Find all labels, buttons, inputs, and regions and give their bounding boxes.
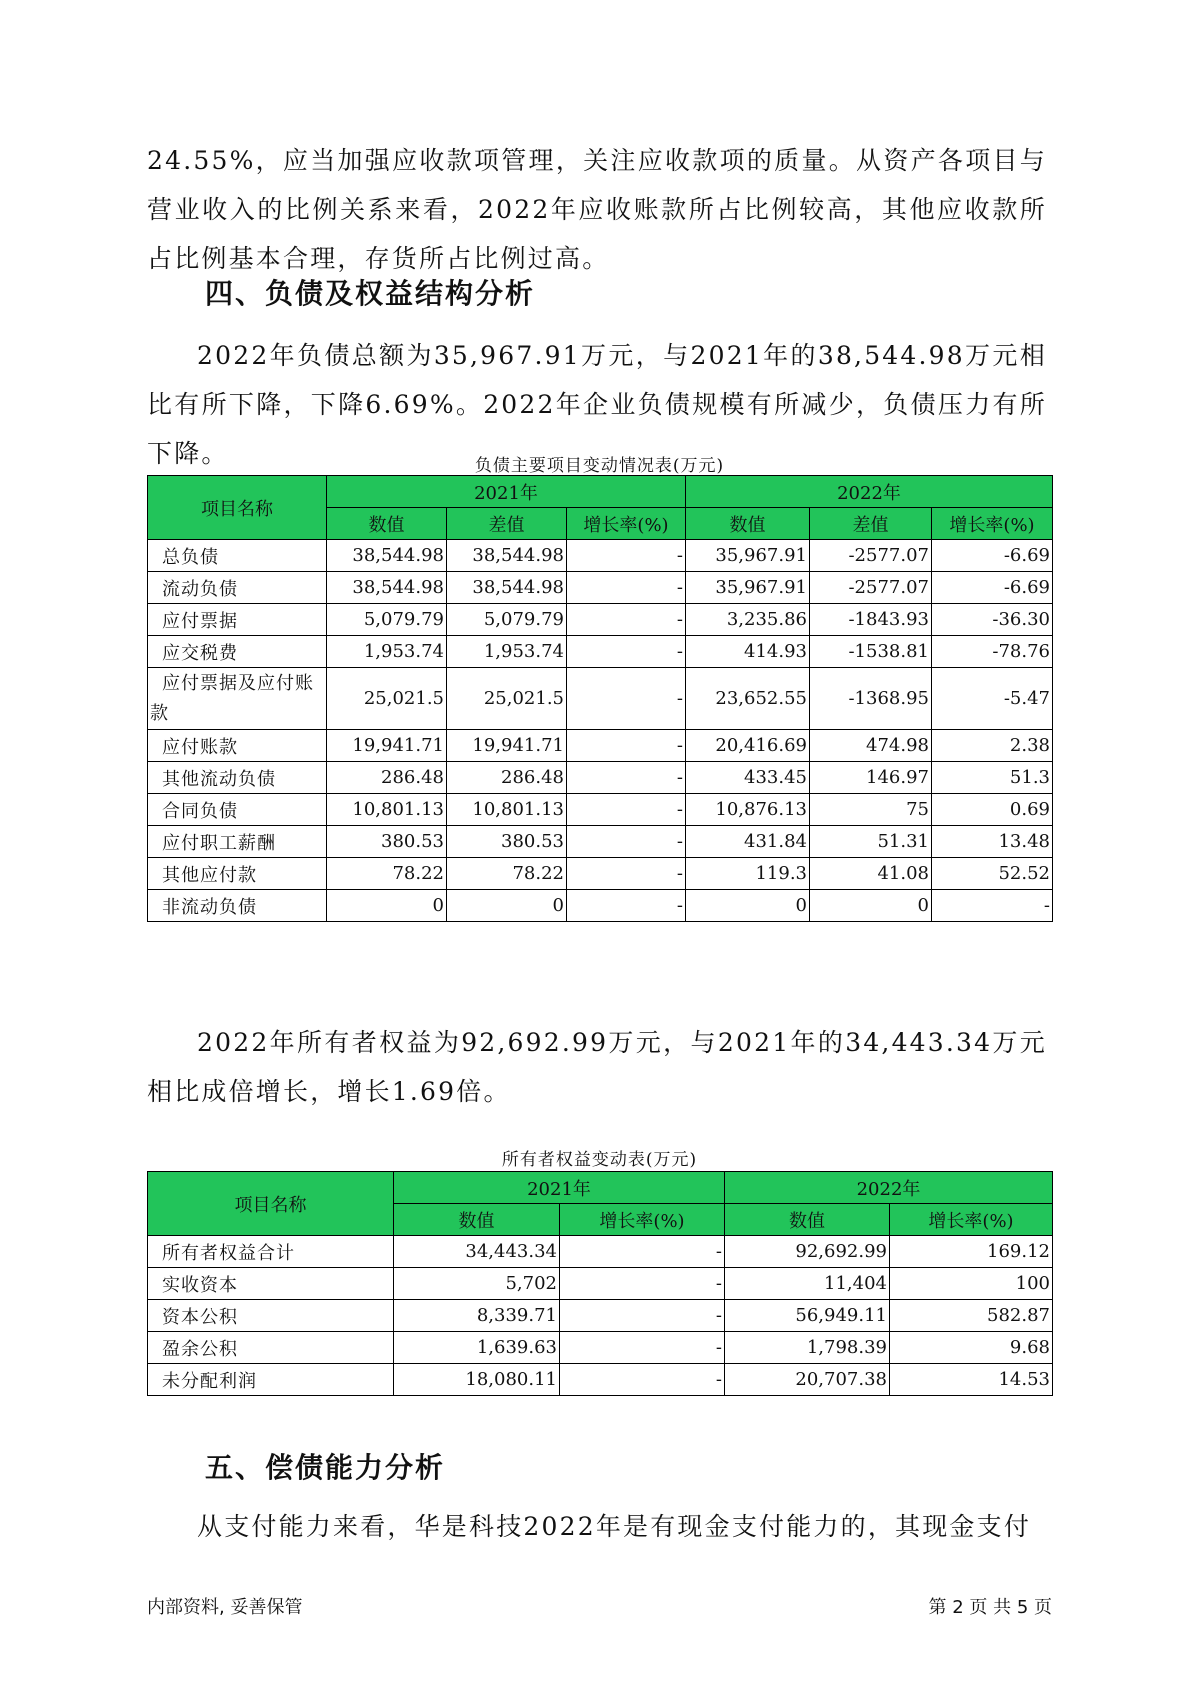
cell: 286.48 xyxy=(447,762,567,794)
subheader-rate: 增长率(%) xyxy=(890,1204,1053,1236)
cell: 10,801.13 xyxy=(447,794,567,826)
cell: 431.84 xyxy=(686,826,810,858)
col-header-2021: 2021年 xyxy=(394,1172,725,1204)
equity-table xyxy=(147,1171,1053,1396)
table1-caption: 负债主要项目变动情况表(万元) xyxy=(474,456,725,476)
cell: 41.08 xyxy=(810,858,932,890)
equity-paragraph: 2022年所有者权益为92,692.99万元，与2021年的34,443.34万元相比成倍增长，增长1.69倍。 xyxy=(147,1028,1047,1106)
cell: 20,707.38 xyxy=(725,1364,890,1396)
cell: - xyxy=(567,730,686,762)
cell: - xyxy=(567,890,686,922)
row-label: 应付职工薪酬 xyxy=(148,826,327,858)
cell: 2.38 xyxy=(932,730,1053,762)
col-header-item: 项目名称 xyxy=(148,1172,394,1236)
cell: -1538.81 xyxy=(810,636,932,668)
cell: - xyxy=(560,1236,725,1268)
cell: 582.87 xyxy=(890,1300,1053,1332)
cell: 1,798.39 xyxy=(725,1332,890,1364)
cell: 19,941.71 xyxy=(447,730,567,762)
cell: - xyxy=(567,762,686,794)
cell: 35,967.91 xyxy=(686,540,810,572)
cell: - xyxy=(567,572,686,604)
cell: 1,639.63 xyxy=(394,1332,560,1364)
table-row xyxy=(148,762,1053,794)
cell: 18,080.11 xyxy=(394,1364,560,1396)
cell: 38,544.98 xyxy=(447,572,567,604)
cell: 38,544.98 xyxy=(327,572,447,604)
cell: - xyxy=(567,636,686,668)
cell: 10,801.13 xyxy=(327,794,447,826)
cell: 25,021.5 xyxy=(327,668,447,730)
footer-confidential-note: 内部资料, 妥善保管 xyxy=(147,1597,303,1618)
table-row xyxy=(148,572,1053,604)
cell: -1368.95 xyxy=(810,668,932,730)
cell: 52.52 xyxy=(932,858,1053,890)
cell: 19,941.71 xyxy=(327,730,447,762)
table-row xyxy=(148,540,1053,572)
cell: - xyxy=(567,858,686,890)
row-label: 其他应付款 xyxy=(148,858,327,890)
row-label: 合同负债 xyxy=(148,794,327,826)
cell: 25,021.5 xyxy=(447,668,567,730)
cell: 78.22 xyxy=(327,858,447,890)
cell: 51.31 xyxy=(810,826,932,858)
table-row xyxy=(148,636,1053,668)
cell: -5.47 xyxy=(932,668,1053,730)
cell: 119.3 xyxy=(686,858,810,890)
cell: 56,949.11 xyxy=(725,1300,890,1332)
subheader-diff: 差值 xyxy=(810,508,932,540)
col-header-2021: 2021年 xyxy=(327,476,686,508)
table-row xyxy=(148,794,1053,826)
subheader-value: 数值 xyxy=(327,508,447,540)
row-label: 应付票据及应付账款 xyxy=(148,668,327,730)
cell: 1,953.74 xyxy=(327,636,447,668)
subheader-value: 数值 xyxy=(686,508,810,540)
cell: 51.3 xyxy=(932,762,1053,794)
cell: 100 xyxy=(890,1268,1053,1300)
debt-paragraph: 2022年负债总额为35,967.91万元，与2021年的38,544.98万元相比有所下降，下降6.69%。2022年企业负债规模有所减少，负债压力有所下降。 xyxy=(147,341,1047,468)
cell: 20,416.69 xyxy=(686,730,810,762)
section-heading-5: 五、偿债能力分析 xyxy=(205,1451,446,1484)
table-row xyxy=(148,604,1053,636)
cell: 11,404 xyxy=(725,1268,890,1300)
cell: -78.76 xyxy=(932,636,1053,668)
cell: - xyxy=(560,1268,725,1300)
row-label: 应交税费 xyxy=(148,636,327,668)
row-label: 流动负债 xyxy=(148,572,327,604)
solvency-paragraph: 从支付能力来看，华是科技2022年是有现金支付能力的，其现金支付 xyxy=(197,1512,1032,1541)
cell: - xyxy=(567,604,686,636)
cell: 1,953.74 xyxy=(447,636,567,668)
row-label: 应付票据 xyxy=(148,604,327,636)
table-row xyxy=(148,668,1053,730)
col-header-2022: 2022年 xyxy=(686,476,1053,508)
cell: 5,702 xyxy=(394,1268,560,1300)
row-label: 其他流动负债 xyxy=(148,762,327,794)
cell: 0 xyxy=(686,890,810,922)
cell: 23,652.55 xyxy=(686,668,810,730)
cell: -2577.07 xyxy=(810,540,932,572)
cell: -36.30 xyxy=(932,604,1053,636)
cell: 474.98 xyxy=(810,730,932,762)
subheader-rate: 增长率(%) xyxy=(567,508,686,540)
row-label: 非流动负债 xyxy=(148,890,327,922)
cell: 380.53 xyxy=(447,826,567,858)
subheader-diff: 差值 xyxy=(447,508,567,540)
cell: 75 xyxy=(810,794,932,826)
cell: 380.53 xyxy=(327,826,447,858)
cell: 433.45 xyxy=(686,762,810,794)
table-row xyxy=(148,1268,1053,1300)
row-label: 未分配利润 xyxy=(148,1364,394,1396)
cell: 13.48 xyxy=(932,826,1053,858)
row-label: 所有者权益合计 xyxy=(148,1236,394,1268)
cell: - xyxy=(567,826,686,858)
cell: 146.97 xyxy=(810,762,932,794)
cell: - xyxy=(560,1364,725,1396)
cell: 35,967.91 xyxy=(686,572,810,604)
cell: 414.93 xyxy=(686,636,810,668)
cell: 169.12 xyxy=(890,1236,1053,1268)
row-label: 应付账款 xyxy=(148,730,327,762)
row-label: 实收资本 xyxy=(148,1268,394,1300)
cell: 92,692.99 xyxy=(725,1236,890,1268)
col-header-2022: 2022年 xyxy=(725,1172,1053,1204)
cell: 8,339.71 xyxy=(394,1300,560,1332)
cell: 0 xyxy=(810,890,932,922)
intro-paragraph: 24.55%，应当加强应收款项管理，关注应收款项的质量。从资产各项目与营业收入的比例关系来看，2022年应收账款所占比例较高，其他应收款所占比例基本合理，存货所占比例过高。 xyxy=(147,146,1047,273)
cell: - xyxy=(560,1300,725,1332)
cell: - xyxy=(560,1332,725,1364)
table-row xyxy=(148,1364,1053,1396)
cell: 0 xyxy=(327,890,447,922)
cell: - xyxy=(567,668,686,730)
cell: -1843.93 xyxy=(810,604,932,636)
cell: 38,544.98 xyxy=(327,540,447,572)
table-row xyxy=(148,1332,1053,1364)
cell: -6.69 xyxy=(932,540,1053,572)
table-row xyxy=(148,826,1053,858)
cell: 10,876.13 xyxy=(686,794,810,826)
row-label: 资本公积 xyxy=(148,1300,394,1332)
cell: - xyxy=(567,540,686,572)
row-label: 总负债 xyxy=(148,540,327,572)
cell: 14.53 xyxy=(890,1364,1053,1396)
cell: - xyxy=(932,890,1053,922)
table-row xyxy=(148,858,1053,890)
subheader-rate: 增长率(%) xyxy=(932,508,1053,540)
cell: 34,443.34 xyxy=(394,1236,560,1268)
cell: -6.69 xyxy=(932,572,1053,604)
table-row xyxy=(148,1300,1053,1332)
section-heading-4: 四、负债及权益结构分析 xyxy=(205,277,536,310)
cell: 9.68 xyxy=(890,1332,1053,1364)
cell: 286.48 xyxy=(327,762,447,794)
row-label: 盈余公积 xyxy=(148,1332,394,1364)
cell: 5,079.79 xyxy=(447,604,567,636)
cell: 5,079.79 xyxy=(327,604,447,636)
cell: 0 xyxy=(447,890,567,922)
footer-page-number: 第 2 页 共 5 页 xyxy=(928,1597,1052,1618)
cell: - xyxy=(567,794,686,826)
subheader-value: 数值 xyxy=(725,1204,890,1236)
table2-caption: 所有者权益变动表(万元) xyxy=(501,1150,698,1170)
cell: 3,235.86 xyxy=(686,604,810,636)
subheader-rate: 增长率(%) xyxy=(560,1204,725,1236)
cell: 38,544.98 xyxy=(447,540,567,572)
cell: -2577.07 xyxy=(810,572,932,604)
subheader-value: 数值 xyxy=(394,1204,560,1236)
table-row xyxy=(148,1236,1053,1268)
table-row xyxy=(148,730,1053,762)
cell: 78.22 xyxy=(447,858,567,890)
debt-table xyxy=(147,475,1053,922)
cell: 0.69 xyxy=(932,794,1053,826)
col-header-item: 项目名称 xyxy=(148,476,327,540)
table-row xyxy=(148,890,1053,922)
